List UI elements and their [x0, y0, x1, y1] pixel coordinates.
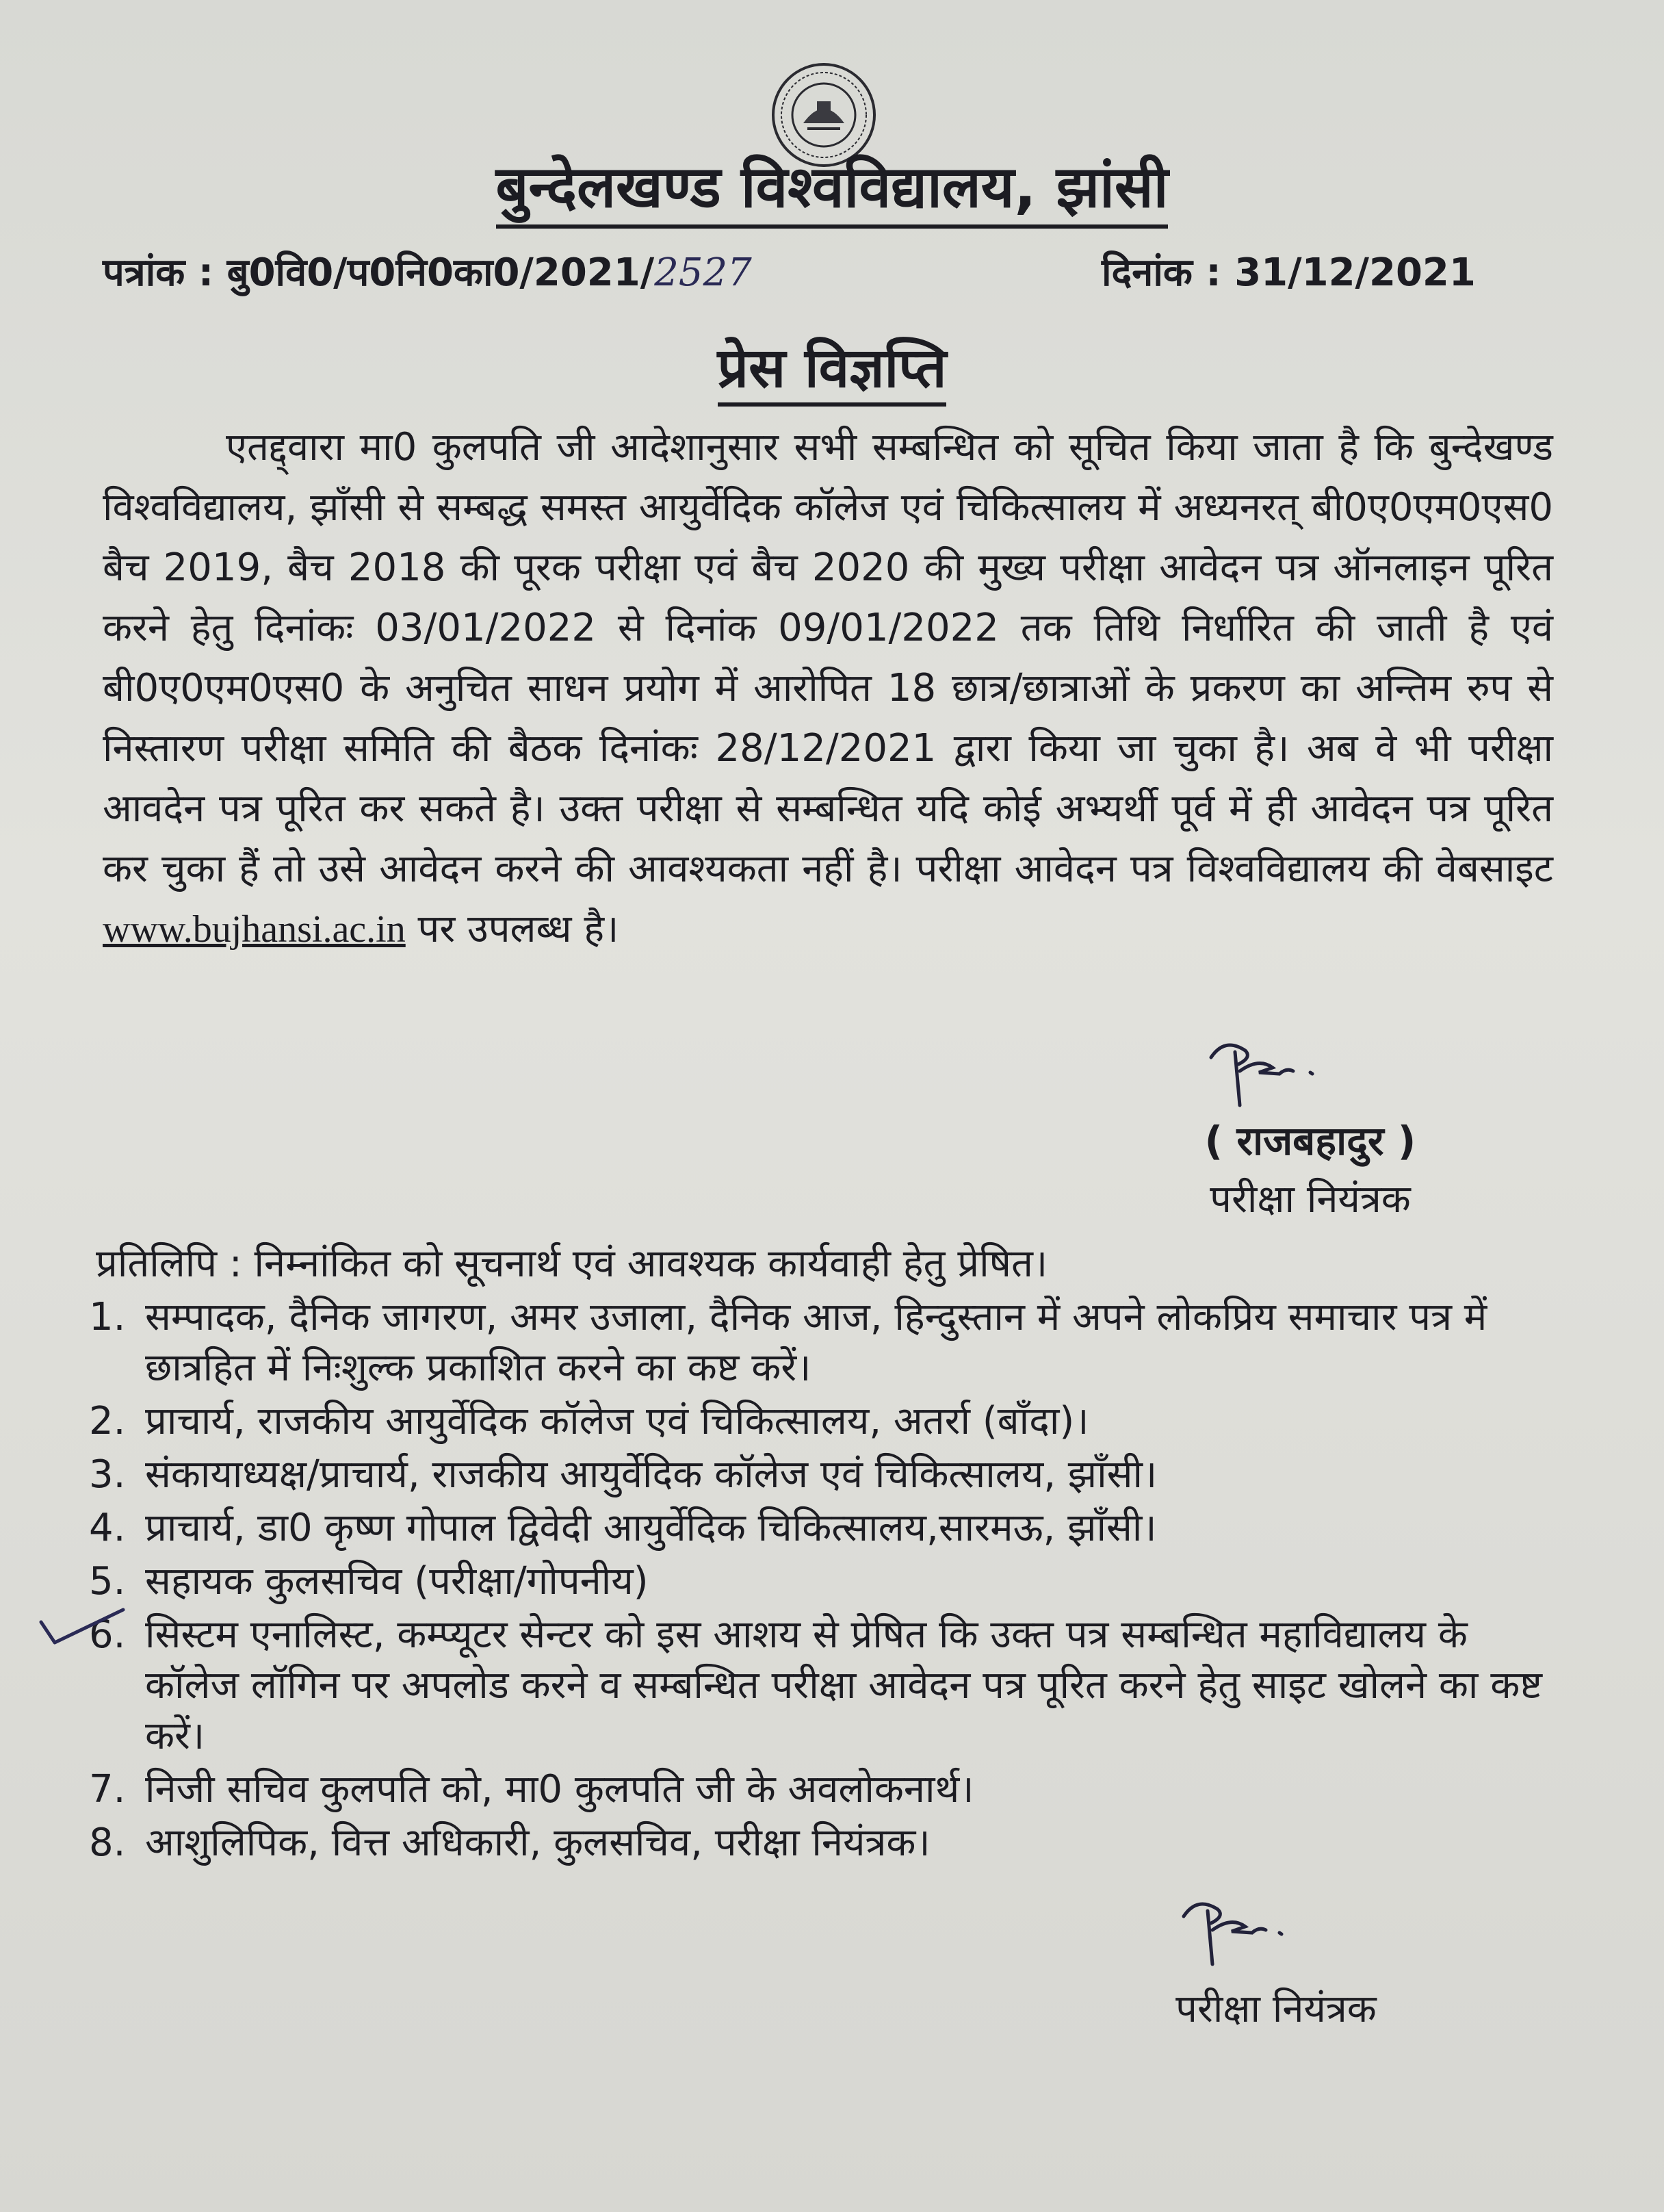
reference-handwritten-number: 2527 — [654, 250, 752, 295]
main-paragraph-text: एतद्द्वारा मा0 कुलपति जी आदेशानुसार सभी सम्बन्धित को सूचित किया जाता है कि बुन्देखण्ड विश्वविद्यालय, झाँसी से सम्बद्ध समस्त आयुर्वेदिक कॉलेज एवं चिकित्सालय में अध्यनरत् बी0ए0एम0एस0 बैच 2019, बैच 2018 की पूरक परीक्षा एवं बैच 2020 की मुख्य परीक्षा आवेदन पत्र ऑनलाइन पूरित करने हेतु दिनांकः 03/01/2022 से दिनांक 09/01/2022 तक तिथि निर्धारित की जाती है एवं बी0ए0एम0एस0 के अनुचित साधन प्रयोग में आरोपित 18 छात्र/छात्राओं के प्रकरण का अन्तिम रुप से निस्तारण परीक्षा समिति की बैठक दिनांकः 28/12/2021 द्वारा किया जा चुका है। अब वे भी परीक्षा आवदेन पत्र पूरित कर सकते है। उक्त परीक्षा से सम्बन्धित यदि कोई अभ्यर्थी पूर्व में ही आवेदन पत्र पूरित कर चुका हैं तो उसे आवेदन करने की आवश्यकता नहीं है। परीक्षा आवेदन पत्र विश्वविद्यालय की वेबसाइट — [103, 425, 1553, 891]
signature-icon — [1197, 1030, 1348, 1119]
reference-number — [103, 245, 752, 297]
list-item: 5. सहायक कुलसचिव (परीक्षा/गोपनीय) — [89, 1559, 649, 1604]
issue-date: दिनांक : 31/12/2021 — [1102, 250, 1476, 295]
signer-designation-footer: परीक्षा नियंत्रक — [1175, 1987, 1377, 2031]
document-heading: प्रेस विज्ञप्ति — [0, 329, 1664, 403]
list-item: 4. प्राचार्य, डा0 कृष्ण गोपाल द्विवेदी आयुर्वेदिक चिकित्सालय,सारमऊ, झाँसी। — [89, 1506, 1157, 1550]
list-item: 2. प्राचार्य, राजकीय आयुर्वेदिक कॉलेज एवं चिकित्सालय, अतर्रा (बाँदा)। — [89, 1399, 1089, 1443]
list-item: 1. सम्पादक, दैनिक जागरण, अमर उजाला, दैनिक आज, हिन्दुस्तान में अपने लोकप्रिय समाचार पत्र में छात्रहित में निःशुल्क प्रकाशित करने का कष्ट करें। — [89, 1295, 1487, 1390]
main-paragraph-end: पर उपलब्ध है। — [405, 907, 619, 951]
copy-to-list — [89, 1292, 1546, 1871]
checkmark-icon — [34, 1602, 137, 1656]
reference-label: पत्रांक : बु0वि0/प0नि0का0/2021/ — [103, 250, 655, 295]
website-link[interactable]: www.bujhansi.ac.in — [103, 908, 406, 951]
signer-name: ( राजबहादुर ) — [1204, 1118, 1416, 1164]
main-paragraph — [103, 417, 1553, 960]
list-item: 3. संकायाध्यक्ष/प्राचार्य, राजकीय आयुर्वेदिक कॉलेज एवं चिकित्सालय, झाँसी। — [89, 1452, 1158, 1497]
list-item: 8. आशुलिपिक, वित्त अधिकारी, कुलसचिव, परीक्षा नियंत्रक। — [89, 1821, 931, 1865]
signer-designation: परीक्षा नियंत्रक — [1210, 1177, 1411, 1222]
list-item: 7. निजी सचिव कुलपति को, मा0 कुलपति जी के अवलोकनार्थ। — [89, 1767, 974, 1812]
university-title: बुन्देलखण्ड विश्वविद्यालय, झांसी — [0, 145, 1664, 224]
list-item: 6. सिस्टम एनालिस्ट, कम्प्यूटर सेन्टर को इस आशय से प्रेषित कि उक्त पत्र सम्बन्धित महाविद्यालय के कॉलेज लॉगिन पर अपलोड करने व सम्बन्धित परीक्षा आवेदन पत्र पूरित करने हेतु साइट खोलने का कष्ट करें। — [89, 1612, 1542, 1758]
signature-icon — [1170, 1889, 1307, 1978]
copy-to-heading: प्रतिलिपि : निम्नांकित को सूचनार्थ एवं आवश्यक कार्यवाही हेतु प्रेषित। — [96, 1242, 1048, 1286]
